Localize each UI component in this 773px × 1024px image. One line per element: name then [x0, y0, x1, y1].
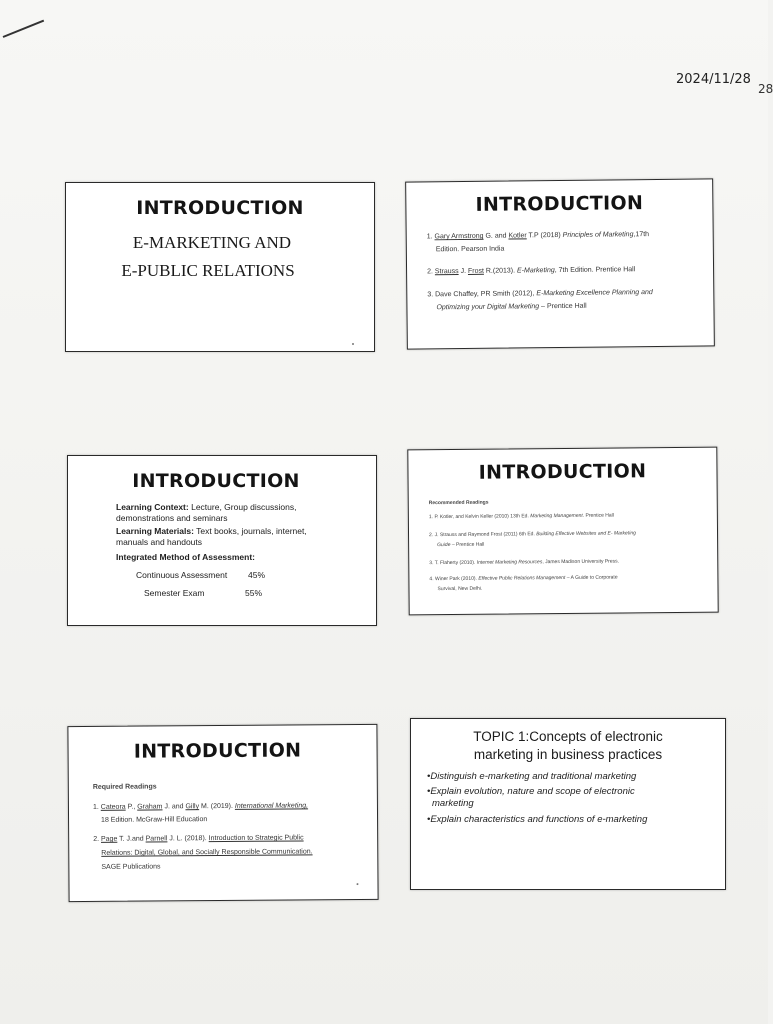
slide-2 [405, 178, 715, 349]
slide-4-reference-2: 2. J. Strauss and Raymond Frost (2011) 6th Ed. Building Effective Websites and E- Marketing Guide – Prentice Hall [429, 530, 636, 549]
slide-5 [67, 724, 378, 902]
slide-6-bullet-2: •Explain evolution, nature and scope of electronic marketing [427, 786, 635, 809]
slide-3 [67, 455, 377, 626]
assessment-row-value: 55% [245, 588, 263, 598]
slide-corner-dot [352, 343, 354, 345]
slide-4-reference-3: 3. T. Flaherty (2010). Internet Marketing Resources, James Madison University Press. [429, 558, 620, 567]
slide-1-subtitle-line-1: E-MARKETING AND [132, 233, 292, 252]
slide-2-reference-3: 3. Dave Chaffey, PR Smith (2012), E-Marketing Excellence Planning and Optimizing your Digital Marketing – Prentice Hall [427, 289, 653, 312]
slide-6-title-line-1: TOPIC 1:Concepts of electronic [473, 729, 663, 744]
slide-5-heading: Required Readings [92, 783, 157, 791]
slide-4-heading: Recommended Readings [428, 499, 489, 507]
slide-6 [410, 718, 726, 890]
handwritten-edge-mark: 28 [758, 82, 773, 96]
slide-3-learning-materials: Learning Materials: Text books, journals, internet, manuals and handouts [116, 526, 307, 547]
assessment-row-value: 45% [248, 570, 266, 580]
assessment-row: Semester Exam [144, 588, 205, 598]
slide-6-title-line-2: marketing in business practices [473, 747, 663, 762]
assessment-row: Continuous Assessment [136, 570, 228, 580]
slide-6-bullet-3: •Explain characteristics and functions of e-marketing [427, 814, 648, 825]
slide-1 [65, 182, 375, 352]
slide-corner-dot [356, 883, 358, 885]
slide-4-title: INTRODUCTION [478, 460, 647, 484]
slide-3-learning-context: Learning Context: Lecture, Group discussions, demonstrations and seminars [116, 502, 297, 523]
slide-2-title: INTRODUCTION [475, 192, 644, 216]
slide-5-reference-2: 2. Page T. J.and Parnell J. L. (2018). Introduction to Strategic Public Relations: Digital, Global, and Socially Responsible Communication. SAGE Publications [93, 834, 313, 871]
slide-5-title: INTRODUCTION [133, 739, 302, 763]
slide-1-subtitle-line-2: E-PUBLIC RELATIONS [121, 261, 295, 280]
slide-2-reference-2: 2. Strauss J. Frost R.(2013). E-Marketing, 7th Edition. Prentice Hall [427, 266, 636, 276]
slide-4-reference-4: 4. Winer Park (2010). Effective Public Relations Management – A Guide to Corporate Survival, New Delhi. [429, 574, 618, 593]
slide-4-reference-1: 1. P. Kotler, and Kelvin Keller (2010) 13th Ed. Marketing Management. Prentice Hall [428, 512, 614, 521]
slide-4 [407, 447, 718, 616]
slide-3-title: INTRODUCTION [132, 470, 300, 492]
slide-6-bullet-1: •Distinguish e-marketing and traditional marketing [427, 771, 637, 782]
slide-3-assessment-heading: Integrated Method of Assessment: [116, 552, 256, 562]
handwritten-date: 2024/11/28 [676, 72, 751, 87]
slide-1-title: INTRODUCTION [136, 197, 304, 219]
slide-5-reference-1: 1. Cateora P., Graham J. and Gilly M. (2019). International Marketing, 18 Edition. McGraw-Hill Education [92, 802, 309, 824]
slide-2-reference-1: 1. Gary Armstrong G. and Kotler T.P (2018) Principles of Marketing,17th Edition. Pearson India [426, 231, 650, 254]
